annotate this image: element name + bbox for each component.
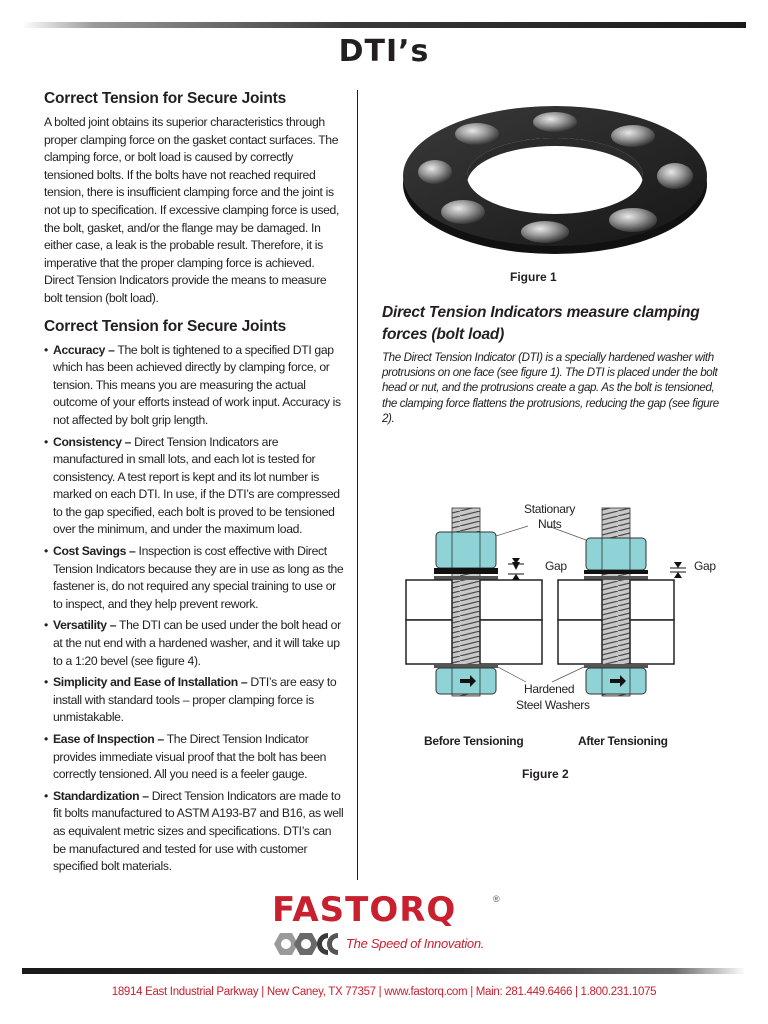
- benefit-name: Consistency –: [53, 434, 132, 449]
- benefit-list: [44, 342, 344, 876]
- bullet: •: [44, 788, 48, 803]
- gap-arrow-icon: [674, 562, 682, 568]
- benefit-item-inspection: [44, 731, 344, 784]
- bullet: •: [44, 342, 48, 357]
- benefit-item-cost-savings: [44, 543, 344, 613]
- label-after-tensioning: After Tensioning: [578, 734, 668, 748]
- gap-arrow-icon: [512, 574, 520, 580]
- benefit-name: Accuracy –: [53, 342, 115, 357]
- section-heading-2: Correct Tension for Secure Joints: [44, 317, 287, 335]
- figure-1-dti-washer: [395, 84, 715, 264]
- benefit-text: Direct Tension Indicators are made to fit bolts manufactured to ASTM A193-B7 and B16, as well as equivalent metric sizes and specifications. DTI’s can be manufactured and tested for use with customer specified bolt materials.: [53, 788, 344, 874]
- bullet: •: [44, 544, 48, 559]
- protrusion: [521, 221, 569, 243]
- intro-paragraph: A bolted joint obtains its superior characteristics through proper clamping force on the gasket contact surfaces. The clamping force, or bolt load is caused by correctly tensioned bolts. If the bolts have not reached required tension, there is insufficient clamping force and the joint is not up to specification. If excessive clamping force is used, the bolt, gasket, and/or the flange may be damaged. In either case, a leak is the probable result. Therefore, it is imperative that the proper clamping force is achieved. Direct Tension Indicators provide the means to measure bolt tension (bolt load).: [44, 115, 340, 305]
- dti-washer: [434, 568, 498, 574]
- logo-tagline: The Speed of Innovation.: [346, 936, 485, 951]
- flange-block: [406, 580, 452, 620]
- label-gap-before: Gap: [545, 559, 567, 573]
- gear-icon: [272, 930, 344, 958]
- flange-block: [630, 580, 674, 620]
- right-paragraph: The Direct Tension Indicator (DTI) is a specially hardened washer with protrusions on one face (see figure 1). The DTI is placed under the bolt head or nut, and the protrusions create a gap. As the bolt is tensioned, the clamping force flattens the protrusions, reducing the gap (see figure 2).: [382, 351, 719, 425]
- right-heading: Direct Tension Indicators measure clamping forces (bolt load): [382, 304, 700, 343]
- section-heading-1: Correct Tension for Secure Joints: [44, 90, 287, 107]
- gap-arrow-icon: [674, 572, 682, 578]
- benefit-item-consistency: [44, 434, 344, 540]
- benefit-name: Simplicity and Ease of Installation –: [53, 675, 248, 690]
- hardened-washer-bottom: [434, 664, 498, 668]
- protrusion: [441, 200, 485, 224]
- hardened-washer-bottom: [584, 664, 648, 668]
- benefit-text: The DTI can be used under the bolt head or at the nut end with a hardened washer, and it will take up to a 1:20 bevel (see figure 4).: [53, 618, 341, 668]
- top-nut: [586, 538, 646, 570]
- footer-contact: 18914 East Industrial Parkway | New Caney, TX 77357 | www.fastorq.com | Main: 281.449.6466 | 1.800.231.1075: [111, 986, 657, 998]
- bottom-rule: [22, 968, 746, 974]
- label-before-tensioning: Before Tensioning: [424, 734, 524, 748]
- left-column: [44, 90, 344, 880]
- protrusion: [611, 125, 655, 147]
- bullet: •: [44, 618, 48, 633]
- label-gap-after: Gap: [694, 559, 716, 573]
- flange-block: [480, 620, 542, 664]
- page-title: DTI’s: [338, 34, 430, 69]
- flange-block: [558, 580, 602, 620]
- registered-mark: ®: [493, 894, 500, 904]
- figure-2-caption: Figure 2: [522, 767, 569, 781]
- benefit-text: The bolt is tightened to a specified DTI gap which has been achieved directly by clamping force, or tension. This means you are measuring the actual outcome of your efforts instead of work input. Accuracy is not affected by bolt grip length.: [53, 342, 341, 427]
- benefit-name: Versatility –: [53, 618, 117, 633]
- benefit-item-standardization: [44, 788, 344, 876]
- protrusion: [418, 160, 452, 184]
- top-rule: [22, 22, 746, 28]
- bullet: •: [44, 732, 48, 746]
- figure-2-tensioning: [400, 496, 730, 726]
- benefit-name: Ease of Inspection –: [53, 732, 164, 746]
- benefit-item-simplicity: [44, 674, 344, 727]
- dti-washer-flattened: [584, 570, 648, 574]
- label-steel-washers: Steel Washers: [516, 698, 590, 712]
- benefit-item-versatility: [44, 617, 344, 670]
- benefit-text: Inspection is cost effective with Direct Tension Indicators because they are in use as long as the fastener is, do not required any special training to use or to inspect, and they help prevent rework.: [53, 544, 344, 611]
- protrusion: [609, 208, 657, 232]
- flange-block: [630, 620, 674, 664]
- protrusion: [657, 163, 693, 189]
- top-nut: [436, 532, 496, 568]
- protrusion: [533, 112, 577, 132]
- flange-block: [406, 620, 452, 664]
- protrusion: [455, 123, 499, 145]
- label-hardened: Hardened: [524, 682, 575, 696]
- fastorq-logo: [272, 892, 502, 958]
- figure-1-caption: Figure 1: [510, 270, 557, 284]
- label-nuts: Nuts: [538, 517, 562, 531]
- flange-block: [480, 580, 542, 620]
- logo-wordmark: FASTORQ: [272, 890, 457, 930]
- dti-washer-illustration: [395, 84, 715, 264]
- benefit-item-accuracy: [44, 342, 344, 430]
- bullet: •: [44, 675, 48, 690]
- benefit-text: DTI’s are easy to install with standard tools – proper clamping force is unmistakable.: [53, 675, 337, 725]
- bullet: •: [44, 434, 48, 449]
- benefit-name: Cost Savings –: [53, 544, 136, 559]
- before-assembly: [406, 508, 542, 696]
- flange-block: [558, 620, 602, 664]
- benefit-text: Direct Tension Indicators are manufactured in small lots, and each lot is tested for consistency. A test report is kept and its lot number is marked on each DTI. In use, if the DTI’s are compressed to the gap specified, each bolt is proved to be tensioned over the minimum, and under the maximum load.: [53, 434, 340, 537]
- column-divider: [357, 90, 358, 880]
- benefit-text: The Direct Tension Indicator provides immediate visual proof that the bolt has been correctly tensioned. All you need is a feeler gauge.: [53, 732, 327, 782]
- benefit-name: Standardization –: [53, 788, 149, 803]
- label-stationary: Stationary: [524, 502, 576, 516]
- after-assembly: [548, 508, 686, 696]
